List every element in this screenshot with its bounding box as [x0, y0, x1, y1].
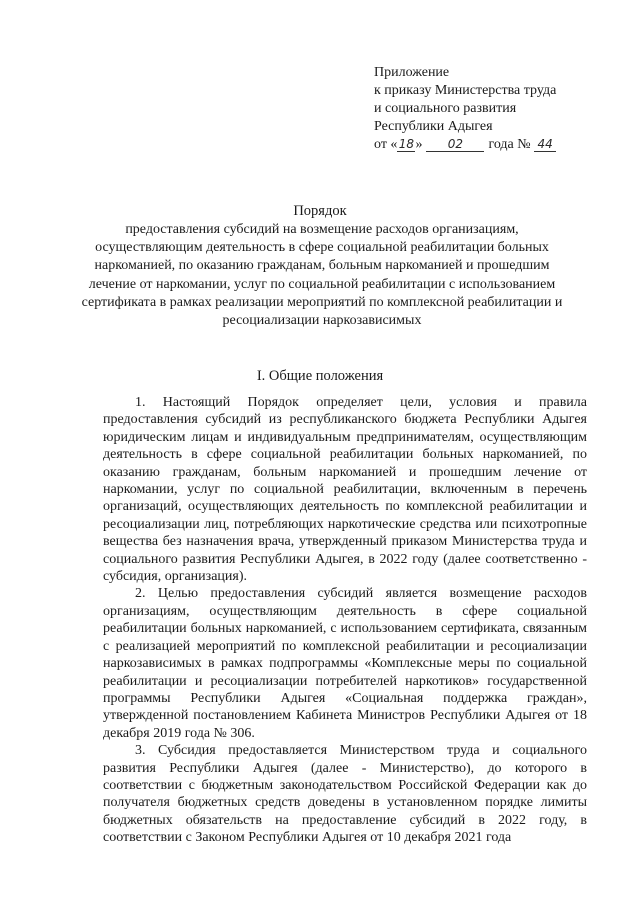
- appendix-line-2: к приказу Министерства труда: [374, 83, 557, 98]
- date-prefix: от «: [374, 137, 398, 152]
- appendix-line-3: и социального развития: [374, 101, 517, 116]
- document-subtitle: предоставления субсидий на возмещение расходов организациям, осуществляющим деятельность в сфере социальной реабилитации больных наркоманией, по оказанию гражданам, больным наркоманией и прошедшим лечение от наркомании, услуг по социальной реабилитации с использованием сертификата в рамках реализации мероприятий по комплексной реабилитации и ресоциализации наркозависимых: [81, 222, 563, 329]
- appendix-date-line: [374, 136, 556, 154]
- section-heading: I. Общие положения: [256, 368, 384, 384]
- date-year-text: года №: [488, 137, 531, 152]
- document-title: Порядок: [293, 203, 347, 219]
- paragraph-2: 2. Целью предоставления субсидий является возмещение расходов организациям, осуществляющим деятельность в сфере социальной реабилитации больных наркоманией, с использованием сертификата, связанным с реализацией мероприятий по комплексной реабилитации и ресоциализации наркозависимых в рамках подпрограммы «Комплексные меры по социальной реабилитации и ресоциализации потребителей наркотиков» государственной программы Республики Адыгея «Социальная поддержка граждан», утвержденной постановлением Кабинета Министров Республики Адыгея от 18 декабря 2019 года № 306.: [103, 586, 587, 741]
- appendix-line-4: Республики Адыгея: [374, 119, 493, 134]
- document-body: [103, 394, 587, 846]
- appendix-block: [374, 64, 556, 154]
- date-mid: »: [415, 137, 423, 152]
- appendix-line-1: Приложение: [374, 65, 450, 80]
- date-day: 18: [398, 137, 415, 151]
- date-month: 02: [426, 137, 484, 152]
- paragraph-1: 1. Настоящий Порядок определяет цели, условия и правила предоставления субсидий из республиканского бюджета Республики Адыгея юридическим лицам и индивидуальным предпринимателям, осуществляющим деятельность в сфере социальной реабилитации больных наркоманией, по оказанию гражданам, больным наркоманией и прошедшим лечение от наркомании, услуг по социальной реабилитации, включенным в перечень организаций, осуществляющих деятельность по комплексной реабилитации и ресоциализации лиц, потребляющих наркотические средства или психотропные вещества без назначения врача, утвержденный приказом Министерства труда и социального развития Республики Адыгея, в 2022 году (далее соответственно - субсидия, организация).: [103, 395, 587, 585]
- paragraph-3: 3. Субсидия предоставляется Министерством труда и социального развития Республики Адыгея (далее - Министерство), до которого в соответствии с бюджетным законодательством Российской Федерации как до получателя бюджетных средств доведены в установленном порядке лимиты бюджетных обязательств на предоставление субсидий в 2022 году, в соответствии с Законом Республики Адыгея от 10 декабря 2021 года: [103, 743, 587, 846]
- order-number: 44: [534, 137, 556, 152]
